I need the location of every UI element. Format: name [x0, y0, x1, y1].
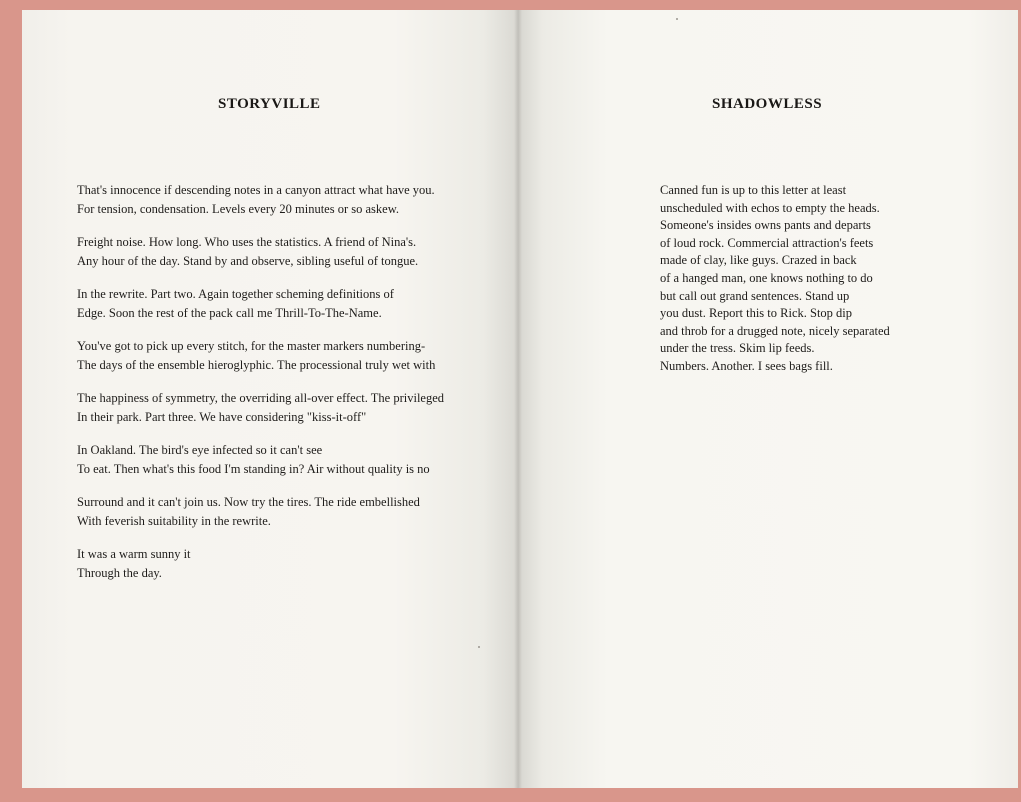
left-page — [22, 10, 518, 788]
poem-line: unscheduled with echos to empty the heads. — [660, 200, 880, 215]
stanza-1 — [77, 181, 497, 219]
book-gutter — [514, 10, 522, 788]
poem-line: Surround and it can't join us. Now try the tires. The ride embellished — [77, 495, 420, 509]
right-poem — [660, 182, 1000, 376]
poem-line: In Oakland. The bird's eye infected so it can't see — [77, 443, 323, 457]
stanza-7 — [77, 493, 497, 531]
poem-line: you dust. Report this to Rick. Stop dip — [660, 306, 853, 321]
poem-line: Canned fun is up to this letter at least — [660, 183, 847, 197]
poem-line: Edge. Soon the rest of the pack call me Thrill-To-The-Name. — [77, 306, 382, 320]
poem-line: under the tress. Skim lip feeds. — [660, 341, 815, 356]
poem-line: of loud rock. Commercial attraction's feets — [660, 235, 874, 250]
paper-speck — [676, 18, 678, 20]
poem-line: That's innocence if descending notes in a canyon attract what have you. — [77, 183, 435, 197]
stanza-4 — [77, 337, 497, 375]
open-book — [22, 10, 1018, 788]
poem-line: The happiness of symmetry, the overriding all-over effect. The privileged — [77, 391, 445, 405]
paper-speck — [478, 646, 480, 648]
poem-line: To eat. Then what's this food I'm standing in? Air without quality is no — [77, 462, 430, 476]
poem-line: and throb for a drugged note, nicely separated — [660, 323, 890, 338]
right-page — [518, 10, 1018, 788]
poem-line: Numbers. Another. I sees bags fill. — [660, 358, 833, 373]
poem-line: In the rewrite. Part two. Again together scheming definitions of — [77, 287, 394, 301]
left-poem — [77, 181, 497, 597]
poem-line: Any hour of the day. Stand by and observe, sibling useful of tongue. — [77, 254, 419, 268]
poem-line: of a hanged man, one knows nothing to do — [660, 270, 873, 285]
poem-line: Freight noise. How long. Who uses the statistics. A friend of Nina's. — [77, 235, 417, 249]
stanza-6 — [77, 441, 497, 479]
poem-line: With feverish suitability in the rewrite. — [77, 514, 271, 528]
poem-line: Through the day. — [77, 566, 162, 580]
stanza-8 — [77, 545, 497, 583]
poem-line: but call out grand sentences. Stand up — [660, 288, 850, 303]
poem-line: For tension, condensation. Levels every 20 minutes or so askew. — [77, 202, 400, 216]
poem-line: In their park. Part three. We have considering "kiss-it-off" — [77, 410, 367, 424]
poem-line: The days of the ensemble hieroglyphic. The processional truly wet with — [77, 358, 436, 372]
stanza-3 — [77, 285, 497, 323]
left-page-title: STORYVILLE — [218, 96, 321, 112]
poem-line: You've got to pick up every stitch, for the master markers numbering- — [77, 339, 426, 353]
stanza-2 — [77, 233, 497, 271]
poem-line: made of clay, like guys. Crazed in back — [660, 253, 857, 268]
poem-line: Someone's insides owns pants and departs — [660, 218, 871, 233]
poem-line: It was a warm sunny it — [77, 547, 191, 561]
right-page-title: SHADOWLESS — [712, 96, 823, 112]
stanza-5 — [77, 389, 497, 427]
